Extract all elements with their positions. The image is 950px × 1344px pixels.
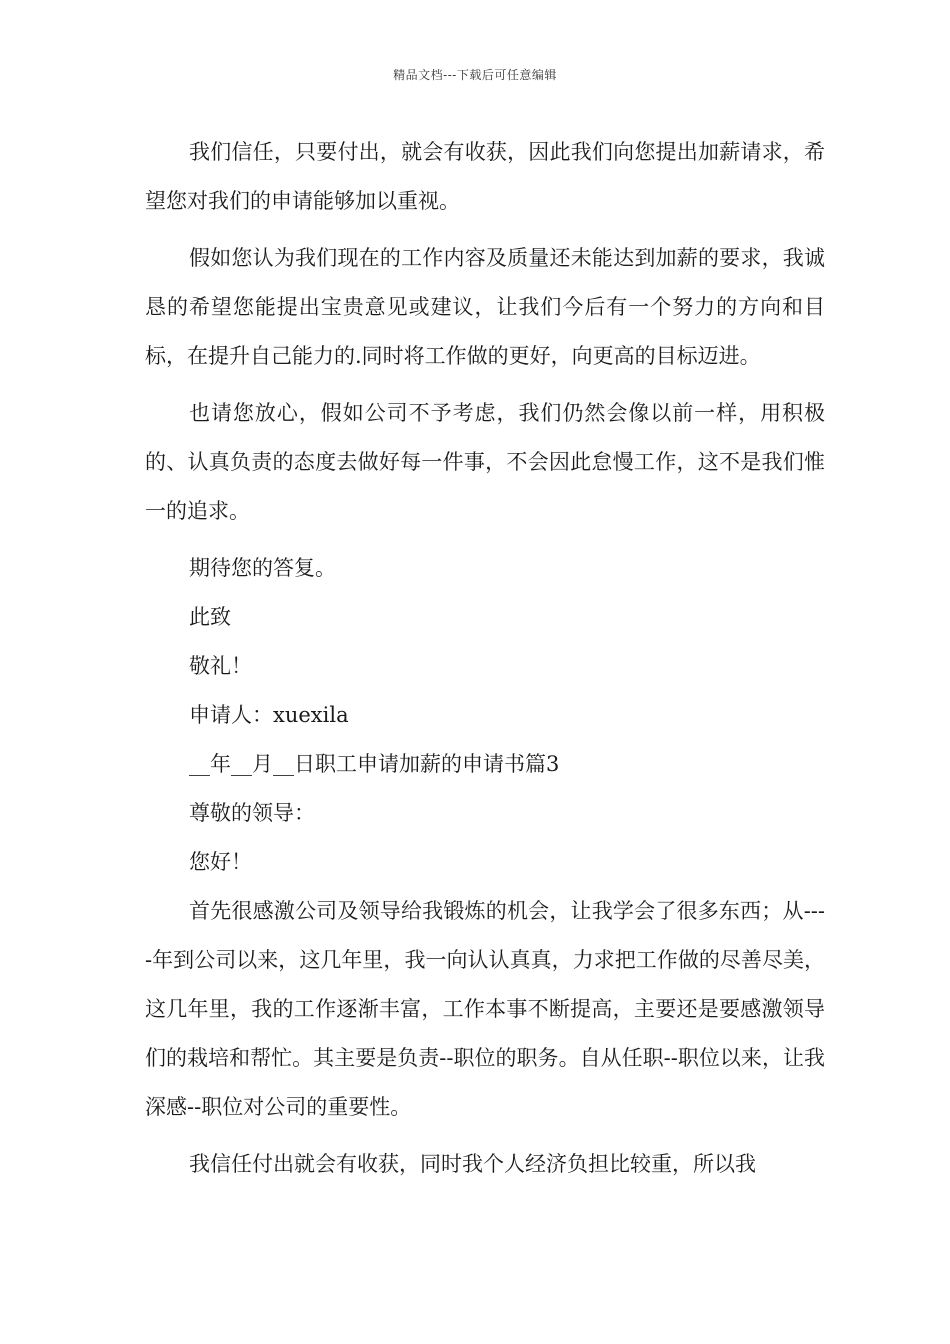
greeting: 您好！: [189, 850, 252, 874]
closing-expect-reply: 期待您的答复。: [189, 556, 336, 580]
paragraph-trust: 我们信任，只要付出，就会有收获，因此我们向您提出加薪请求，希望您对我们的申请能够加以重视。: [145, 140, 825, 213]
paragraph-gratitude: 首先很感激公司及领导给我锻炼的机会，让我学会了很多东西；从----年到公司以来，这几年里，我一向认认真真，力求把工作做的尽善尽美，这几年里，我的工作逐渐丰富，工作本事不断提高，主要还是要感激领导们的栽培和帮忙。其主要是负责--职位的职务。自从任职--职位以来，让我深感--职位对公司的重要性。: [145, 899, 825, 1119]
document-body: [145, 128, 825, 1197]
paragraph-feedback: 假如您认为我们现在的工作内容及质量还未能达到加薪的要求，我诚恳的希望您能提出宝贵意见或建议，让我们今后有一个努力的方向和目标，在提升自己能力的.同时将工作做的更好，向更高的目标迈进。: [145, 246, 825, 368]
closing-salute: 敬礼！: [189, 654, 252, 678]
closing-cizhi: 此致: [189, 605, 231, 629]
paragraph-effort: 我信任付出就会有收获，同时我个人经济负担比较重，所以我: [189, 1152, 756, 1176]
page-header: 精品文档---下载后可任意编辑: [393, 68, 557, 82]
applicant-signature: 申请人：xuexila: [189, 703, 349, 727]
date-and-section-title: __年__月__日职工申请加薪的申请书篇3: [189, 752, 560, 776]
salutation: 尊敬的领导：: [189, 801, 315, 825]
paragraph-reassurance: 也请您放心，假如公司不予考虑，我们仍然会像以前一样，用积极的、认真负责的态度去做好每一件事，不会因此怠慢工作，这不是我们惟一的追求。: [145, 401, 825, 523]
